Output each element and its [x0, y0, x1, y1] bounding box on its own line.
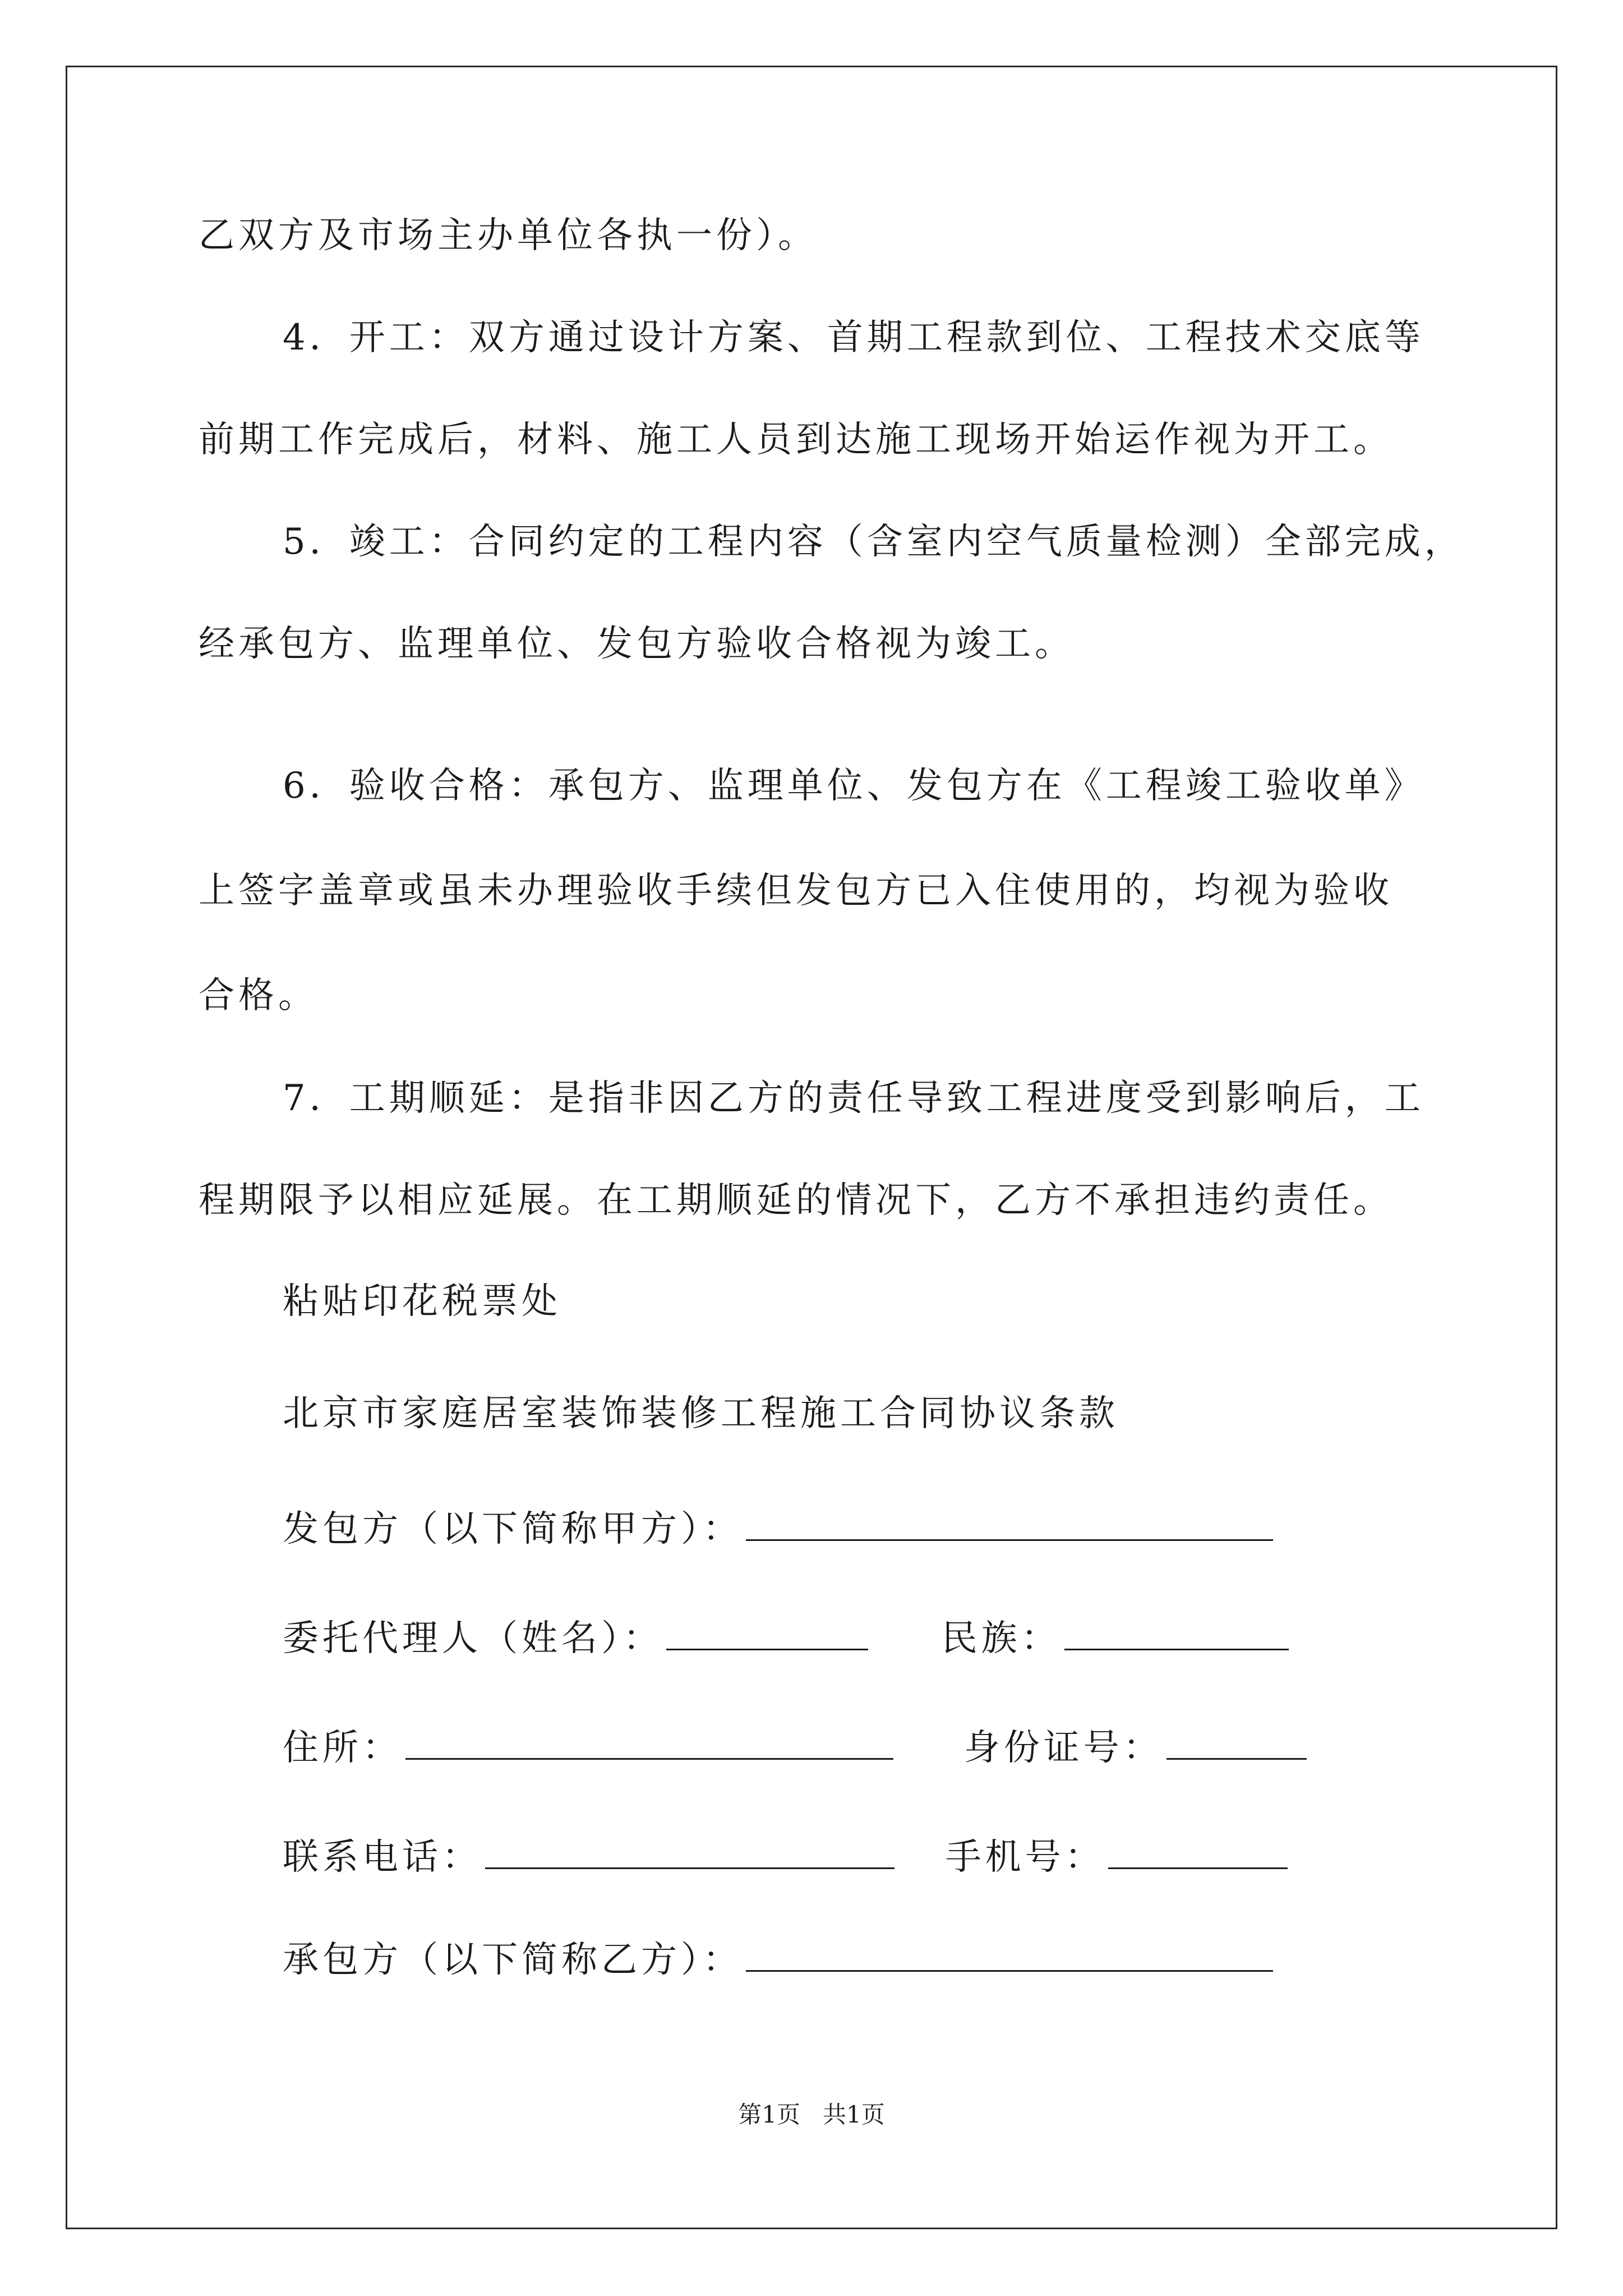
paragraph-line: 4．开工：双方通过设计方案、首期工程款到位、工程技术交底等	[283, 317, 1424, 358]
phone-row	[283, 1832, 1291, 1880]
contractor-row	[283, 1934, 1276, 1982]
phone-label: 联系电话：	[283, 1837, 482, 1878]
agent-name-blank[interactable]	[666, 1613, 868, 1650]
ethnicity-label: 民族：	[941, 1618, 1061, 1659]
paragraph-line: 程期限予以相应延展。在工期顺延的情况下，乙方不承担违约责任。	[199, 1180, 1393, 1221]
address-label: 住所：	[283, 1727, 402, 1769]
client-row	[283, 1503, 1276, 1552]
client-blank[interactable]	[746, 1503, 1273, 1541]
contract-title: 北京市家庭居室装饰装修工程施工合同协议条款	[283, 1393, 1119, 1434]
paragraph-line: 6．验收合格：承包方、监理单位、发包方在《工程竣工验收单》	[283, 765, 1424, 807]
id-label: 身份证号：	[963, 1727, 1163, 1769]
paragraph-line: 乙双方及市场主办单位各执一份）。	[199, 215, 818, 256]
paragraph-line: 上签字盖章或虽未办理验收手续但发包方已入住使用的，均视为验收	[199, 870, 1393, 912]
paragraph-line: 5．竣工：合同约定的工程内容（含室内空气质量检测）全部完成，	[283, 521, 1464, 563]
id-number-blank[interactable]	[1166, 1722, 1307, 1760]
paragraph-line: 经承包方、监理单位、发包方验收合格视为竣工。	[199, 623, 1075, 665]
agent-label: 委托代理人（姓名）：	[283, 1618, 663, 1659]
mobile-label: 手机号：	[945, 1837, 1105, 1878]
page-footer	[0, 2099, 1623, 2131]
contractor-blank[interactable]	[746, 1934, 1273, 1972]
ethnicity-blank[interactable]	[1064, 1613, 1289, 1650]
contractor-label: 承包方（以下简称乙方）：	[283, 1939, 743, 1981]
paragraph-line: 7．工期顺延：是指非因乙方的责任导致工程进度受到影响后，工	[283, 1078, 1424, 1119]
paragraph-line: 前期工作完成后，材料、施工人员到达施工现场开始运作视为开工。	[199, 419, 1393, 461]
phone-blank[interactable]	[485, 1832, 895, 1869]
stamp-tax-note: 粘贴印花税票处	[283, 1281, 561, 1322]
mobile-blank[interactable]	[1108, 1832, 1288, 1869]
client-label: 发包方（以下简称甲方）：	[283, 1508, 743, 1550]
paragraph-line: 合格。	[199, 975, 318, 1016]
address-blank[interactable]	[405, 1722, 893, 1760]
page-total: 共1页	[823, 2101, 885, 2128]
address-row	[283, 1722, 1310, 1770]
agent-row	[283, 1613, 1292, 1661]
page-number: 第1页	[738, 2101, 800, 2128]
page-frame	[66, 66, 1557, 2229]
